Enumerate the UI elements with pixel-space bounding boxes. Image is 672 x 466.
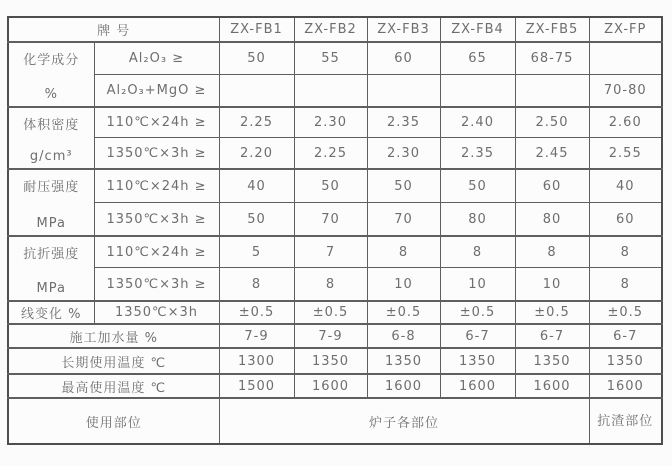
value-cell: 80 xyxy=(440,203,515,237)
table-row xyxy=(8,203,662,237)
value-cell: 6-7 xyxy=(515,324,589,348)
grade-header-cell: ZX-FB1 xyxy=(219,17,294,42)
value-cell: 2.25 xyxy=(219,107,294,138)
application-general-cell: 炉子各部位 xyxy=(219,398,589,444)
value-cell: 2.55 xyxy=(589,138,662,170)
value-cell: 1600 xyxy=(294,374,367,398)
row-label-longterm-temp: 长期使用温度 ℃ xyxy=(8,348,219,374)
section-unit: g/cm³ xyxy=(29,149,73,164)
value-cell: 2.40 xyxy=(440,107,515,138)
value-cell: 1300 xyxy=(219,348,294,374)
value-cell xyxy=(294,75,367,108)
value-cell xyxy=(367,75,440,108)
table-row xyxy=(8,42,662,75)
value-cell: 1600 xyxy=(367,374,440,398)
spec-table xyxy=(7,16,663,445)
value-cell: 2.60 xyxy=(589,107,662,138)
table-row xyxy=(8,398,662,444)
section-label-density xyxy=(8,107,94,169)
value-cell: 7-9 xyxy=(219,324,294,348)
value-cell: 1350 xyxy=(440,348,515,374)
value-cell: ±0.5 xyxy=(440,301,515,324)
section-label: 化学成分 xyxy=(23,53,80,68)
value-cell xyxy=(515,75,589,108)
value-cell: 50 xyxy=(219,203,294,237)
value-cell xyxy=(589,42,662,75)
value-cell: 8 xyxy=(294,268,367,302)
value-cell: 1350 xyxy=(294,348,367,374)
value-cell: 1600 xyxy=(440,374,515,398)
section-unit: MPa xyxy=(36,281,66,296)
value-cell: ±0.5 xyxy=(294,301,367,324)
table-row xyxy=(8,75,662,108)
value-cell: 2.35 xyxy=(367,107,440,138)
condition-cell: 110℃×24h ≥ xyxy=(94,169,219,203)
section-unit: MPa xyxy=(36,216,66,231)
value-cell: 1600 xyxy=(515,374,589,398)
section-label-chem xyxy=(8,42,94,107)
section-label: 耐压强度 xyxy=(23,180,80,195)
value-cell xyxy=(219,75,294,108)
grade-header-cell: ZX-FP xyxy=(589,17,662,42)
condition-cell: 1350℃×3h ≥ xyxy=(94,268,219,302)
table-row xyxy=(8,236,662,268)
condition-cell: 1350℃×3h ≥ xyxy=(94,203,219,237)
value-cell: 40 xyxy=(219,169,294,203)
value-cell: 1500 xyxy=(219,374,294,398)
value-cell: 8 xyxy=(367,236,440,268)
table-row xyxy=(8,138,662,170)
value-cell: 60 xyxy=(515,169,589,203)
value-cell: 50 xyxy=(219,42,294,75)
application-special-text: 抗渣部位 xyxy=(597,413,654,429)
value-cell: 8 xyxy=(589,236,662,268)
row-label-water: 施工加水量 % xyxy=(8,324,219,348)
value-cell: 8 xyxy=(515,236,589,268)
value-cell: 6-7 xyxy=(440,324,515,348)
value-cell: 6-7 xyxy=(589,324,662,348)
value-cell: 2.30 xyxy=(294,107,367,138)
grade-header-cell: ZX-FB4 xyxy=(440,17,515,42)
value-cell: 6-8 xyxy=(367,324,440,348)
table-row xyxy=(8,268,662,302)
value-cell: 2.30 xyxy=(367,138,440,170)
value-cell: 2.35 xyxy=(440,138,515,170)
value-cell: 8 xyxy=(589,268,662,302)
value-cell: ±0.5 xyxy=(515,301,589,324)
spec-sheet xyxy=(7,16,663,445)
value-cell: 1350 xyxy=(367,348,440,374)
value-cell: 1600 xyxy=(589,374,662,398)
section-label-flexural xyxy=(8,236,94,301)
row-label-max-temp: 最高使用温度 ℃ xyxy=(8,374,219,398)
row-label-linear-change: 线变化 % xyxy=(8,301,94,324)
value-cell: 10 xyxy=(515,268,589,302)
value-cell: ±0.5 xyxy=(367,301,440,324)
value-cell: 7-9 xyxy=(294,324,367,348)
value-cell: 60 xyxy=(589,203,662,237)
value-cell: 40 xyxy=(589,169,662,203)
condition-cell: Al₂O₃ ≥ xyxy=(94,42,219,75)
value-cell: 50 xyxy=(294,169,367,203)
table-row xyxy=(8,348,662,374)
value-cell: 65 xyxy=(440,42,515,75)
value-cell: 60 xyxy=(367,42,440,75)
value-cell: ±0.5 xyxy=(219,301,294,324)
section-label: 体积密度 xyxy=(23,118,80,133)
grade-header-cell: ZX-FB3 xyxy=(367,17,440,42)
value-cell: 70-80 xyxy=(589,75,662,108)
value-cell: 50 xyxy=(440,169,515,203)
value-cell: 70 xyxy=(367,203,440,237)
value-cell: 5 xyxy=(219,236,294,268)
table-row xyxy=(8,169,662,203)
value-cell: 8 xyxy=(219,268,294,302)
value-cell: 2.45 xyxy=(515,138,589,170)
section-unit: % xyxy=(44,87,58,102)
value-cell: 80 xyxy=(515,203,589,237)
table-row xyxy=(8,374,662,398)
condition-cell: 110℃×24h ≥ xyxy=(94,107,219,138)
brand-header-cell: 牌 号 xyxy=(8,17,219,42)
value-cell: 2.20 xyxy=(219,138,294,170)
value-cell: 1350 xyxy=(515,348,589,374)
application-special-cell xyxy=(589,398,662,444)
condition-cell: 1350℃×3h xyxy=(94,301,219,324)
value-cell: 7 xyxy=(294,236,367,268)
condition-cell: Al₂O₃+MgO ≥ xyxy=(94,75,219,108)
table-row xyxy=(8,324,662,348)
section-label-compressive xyxy=(8,169,94,236)
grade-header-cell: ZX-FB2 xyxy=(294,17,367,42)
value-cell: 70 xyxy=(294,203,367,237)
table-row xyxy=(8,107,662,138)
value-cell: 8 xyxy=(440,236,515,268)
value-cell: 68-75 xyxy=(515,42,589,75)
table-row xyxy=(8,301,662,324)
value-cell: 2.25 xyxy=(294,138,367,170)
grade-header-cell: ZX-FB5 xyxy=(515,17,589,42)
value-cell xyxy=(440,75,515,108)
condition-cell: 1350℃×3h ≥ xyxy=(94,138,219,170)
value-cell: 50 xyxy=(367,169,440,203)
value-cell: 1350 xyxy=(589,348,662,374)
value-cell: 55 xyxy=(294,42,367,75)
value-cell: 2.50 xyxy=(515,107,589,138)
section-label: 抗折强度 xyxy=(23,247,80,262)
header-row xyxy=(8,17,662,42)
value-cell: 10 xyxy=(440,268,515,302)
condition-cell: 110℃×24h ≥ xyxy=(94,236,219,268)
row-label-application: 使用部位 xyxy=(8,398,219,444)
value-cell: ±0.5 xyxy=(589,301,662,324)
value-cell: 10 xyxy=(367,268,440,302)
